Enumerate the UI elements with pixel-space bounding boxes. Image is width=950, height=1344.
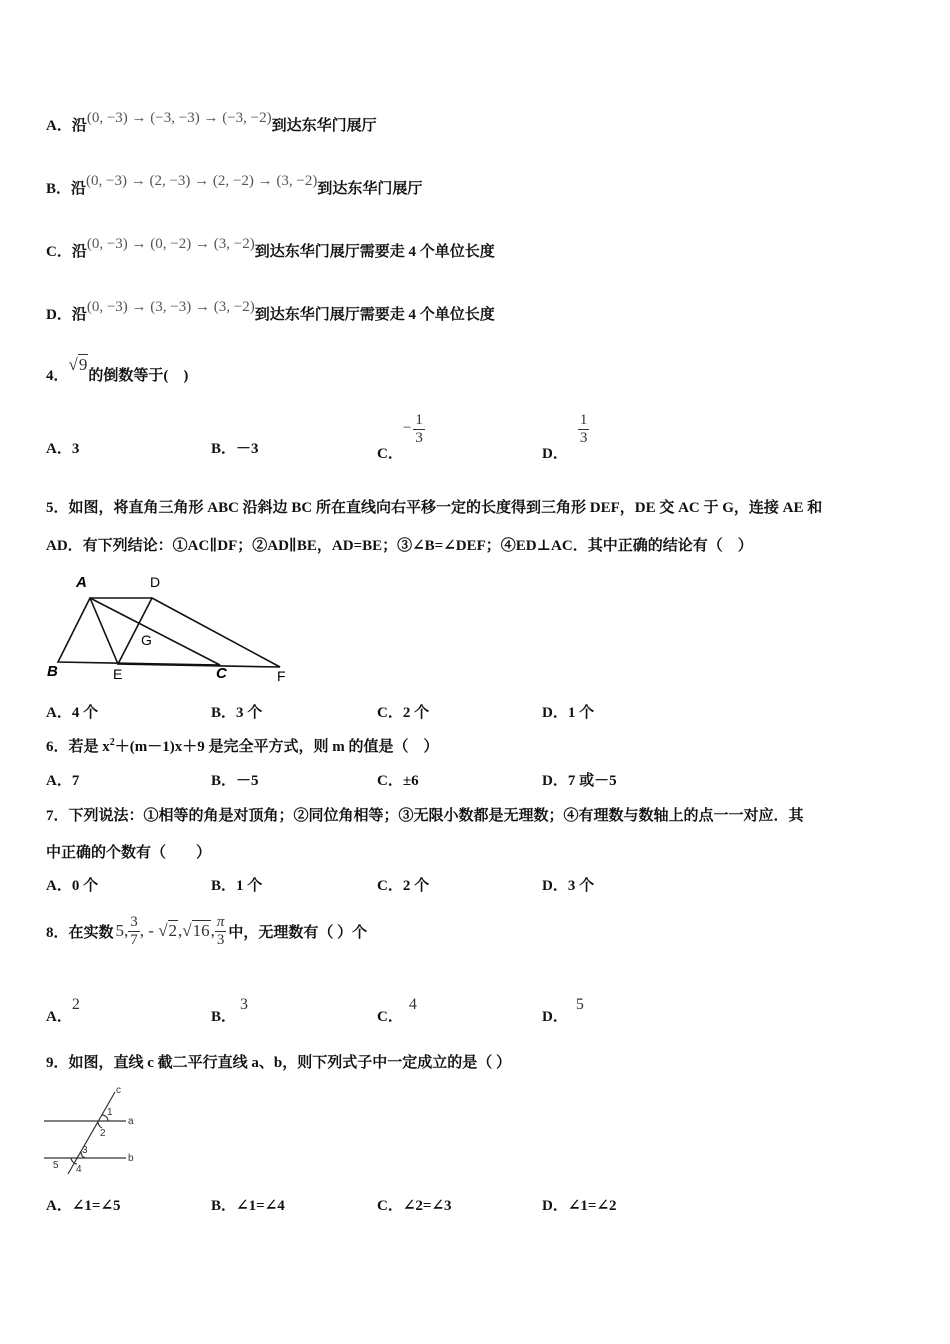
q3-option-a[interactable] [46,110,377,135]
q3-option-d-label: D．沿 [46,307,87,323]
label-c: C [216,665,227,682]
q4-option-c-sign: − [402,419,412,436]
q4-option-c-denominator: 3 [415,430,423,446]
q8-option-b-value: 3 [240,996,249,1013]
q8-option-c[interactable] [377,996,417,1026]
q7-option-c[interactable]: C．2 个 [377,878,430,894]
q8-fraction1-numerator: 3 [130,913,138,930]
q4-option-d-denominator: 3 [579,430,588,446]
q4-option-d-label: D． [542,445,568,462]
q8-option-a[interactable] [46,996,80,1026]
q7-stem-line2: 中正确的个数有（ ） [46,845,212,861]
q3-option-c[interactable] [46,236,495,261]
q4-stem [46,355,189,385]
q8-option-c-label: C． [377,1009,403,1025]
q3-option-b[interactable] [46,173,423,198]
q8-sqrt2-radicand: 2 [168,921,178,940]
q8-option-a-value: 2 [71,996,80,1013]
q8-fraction1-denominator: 7 [130,931,138,948]
q8-sqrt16-radicand: 16 [192,921,210,940]
q4-stem-text: 的倒数等于( ) [88,368,189,384]
q4-option-a[interactable] [46,437,79,458]
q3-option-c-suffix: 到达东华门展厅需要走 4 个单位长度 [254,244,495,260]
q4-sqrt: √9 [68,355,88,374]
q8-comma2: , [210,921,215,940]
q7-option-a[interactable]: A．0 个 [46,878,99,894]
q8-minus: , - [139,921,159,940]
q6-stem [46,735,439,756]
q3-option-c-label: C．沿 [46,244,87,260]
q8-option-b-label: B． [211,1009,237,1025]
q8-option-d-value: 5 [575,996,584,1013]
q6-option-c[interactable]: C．±6 [377,773,419,789]
q7-stem-line1: 7．下列说法：①相等的角是对顶角；②同位角相等；③无限小数都是无理数；④有理数与数轴上的点一一对应．其 [46,808,804,824]
q8-option-b[interactable] [211,996,249,1026]
line-c [68,1092,115,1174]
q9-option-b[interactable]: B．∠1=∠4 [211,1198,285,1214]
q3-option-a-suffix: 到达东华门展厅 [271,118,377,134]
q9-stem: 9．如图，直线 c 截二平行直线 a、b，则下列式子中一定成立的是（ ） [46,1055,512,1071]
angle-2-arc [98,1121,102,1128]
label-g: G [141,632,152,648]
q3-option-b-suffix: 到达东华门展厅 [317,181,423,197]
q8-fraction2-denominator: 3 [216,931,225,948]
q6-option-b[interactable]: B．－5 [211,773,259,789]
q3-option-d-suffix: 到达东华门展厅需要走 4 个单位长度 [254,307,495,323]
q6-exponent: 2 [109,737,115,748]
q8-sqrt2: √2 [158,921,178,940]
q5-stem-line2: AD．有下列结论：①AC∥DF；②AD∥BE，AD=BE；③∠B=∠DEF；④ED⊥AC．其中正确的结论有（ ） [46,538,753,554]
label-a: A [76,574,87,591]
q4-option-c-numerator: 1 [415,412,423,428]
q8-stem-pre: 8．在实数 [46,924,114,941]
q4-option-b[interactable] [211,437,259,458]
q4-option-b-label: B． [211,441,237,457]
q5-figure [40,568,300,686]
q4-option-a-label: A． [46,441,72,457]
angle-label-4: 4 [76,1164,82,1175]
label-b: B [47,663,58,680]
q6-option-a[interactable]: A．7 [46,773,80,789]
triangle-abc [58,598,220,665]
label-c: c [116,1085,121,1096]
q9-option-a[interactable]: A．∠1=∠5 [46,1198,121,1214]
q3-option-a-label: A．沿 [46,118,87,134]
q5-option-b[interactable]: B．3 个 [211,705,263,721]
q8-stem [46,909,367,953]
label-d: D [150,574,161,590]
q5-stem-line1: 5．如图，将直角三角形 ABC 沿斜边 BC 所在直线向右平移一定的长度得到三角形 DEF，DE 交 AC 于 G，连接 AE 和 [46,500,823,516]
q4-option-c[interactable] [377,412,425,462]
label-e: E [113,666,123,682]
angle-label-3: 3 [82,1145,88,1156]
q8-fraction2-numerator: π [216,913,225,930]
q8-stem-post: 中，无理数有（ ）个 [228,924,368,941]
q3-option-d-path: (0, −3) → (3, −3) → (3, −2) [86,299,255,315]
q4-option-d[interactable] [542,412,589,462]
q3-option-b-label: B．沿 [46,181,87,197]
q3-option-b-path: (0, −3) → (2, −3) → (2, −2) → (3, −2) [86,173,318,189]
q8-comma: , [178,921,183,940]
segment-ae [90,598,118,664]
q4-option-d-numerator: 1 [579,412,588,428]
q5-option-a[interactable]: A．4 个 [46,705,99,721]
q4-option-a-value: 3 [71,441,80,457]
q8-option-c-value: 4 [408,996,417,1013]
q8-option-d-label: D． [542,1009,568,1025]
q5-option-d[interactable]: D．1 个 [542,705,595,721]
q6-stem-post: ＋(m－1)x＋9 是完全平方式，则 m 的值是（ ） [114,739,439,755]
label-b: b [128,1153,134,1164]
label-a: a [128,1116,134,1127]
q9-option-d[interactable]: D．∠1=∠2 [542,1198,617,1214]
q9-figure [40,1082,150,1178]
q5-option-c[interactable]: C．2 个 [377,705,430,721]
q7-option-b[interactable]: B．1 个 [211,878,263,894]
q4-option-c-label: C． [377,445,403,462]
q3-option-a-path: (0, −3) → (−3, −3) → (−3, −2) [86,110,272,126]
angle-label-1: 1 [107,1107,113,1118]
angle-label-5: 5 [53,1160,59,1171]
q3-option-c-path: (0, −3) → (0, −2) → (3, −2) [86,236,255,252]
angle-label-2: 2 [100,1128,106,1139]
q4-radicand: 9 [78,355,88,374]
q8-option-a-label: A． [46,1009,72,1025]
q6-stem-pre: 6．若是 x [46,739,110,755]
q8-five: 5, [115,921,129,940]
q8-option-d[interactable] [542,996,584,1026]
q3-option-d[interactable] [46,299,495,324]
q7-option-d[interactable]: D．3 个 [542,878,595,894]
q6-option-d[interactable]: D．7 或－5 [542,773,617,789]
label-f: F [277,668,286,684]
q9-option-c[interactable]: C．∠2=∠3 [377,1198,452,1214]
q4-option-b-value: －3 [236,441,259,457]
q4-number: 4． [46,368,69,384]
q8-sqrt16: √16 [182,921,210,940]
